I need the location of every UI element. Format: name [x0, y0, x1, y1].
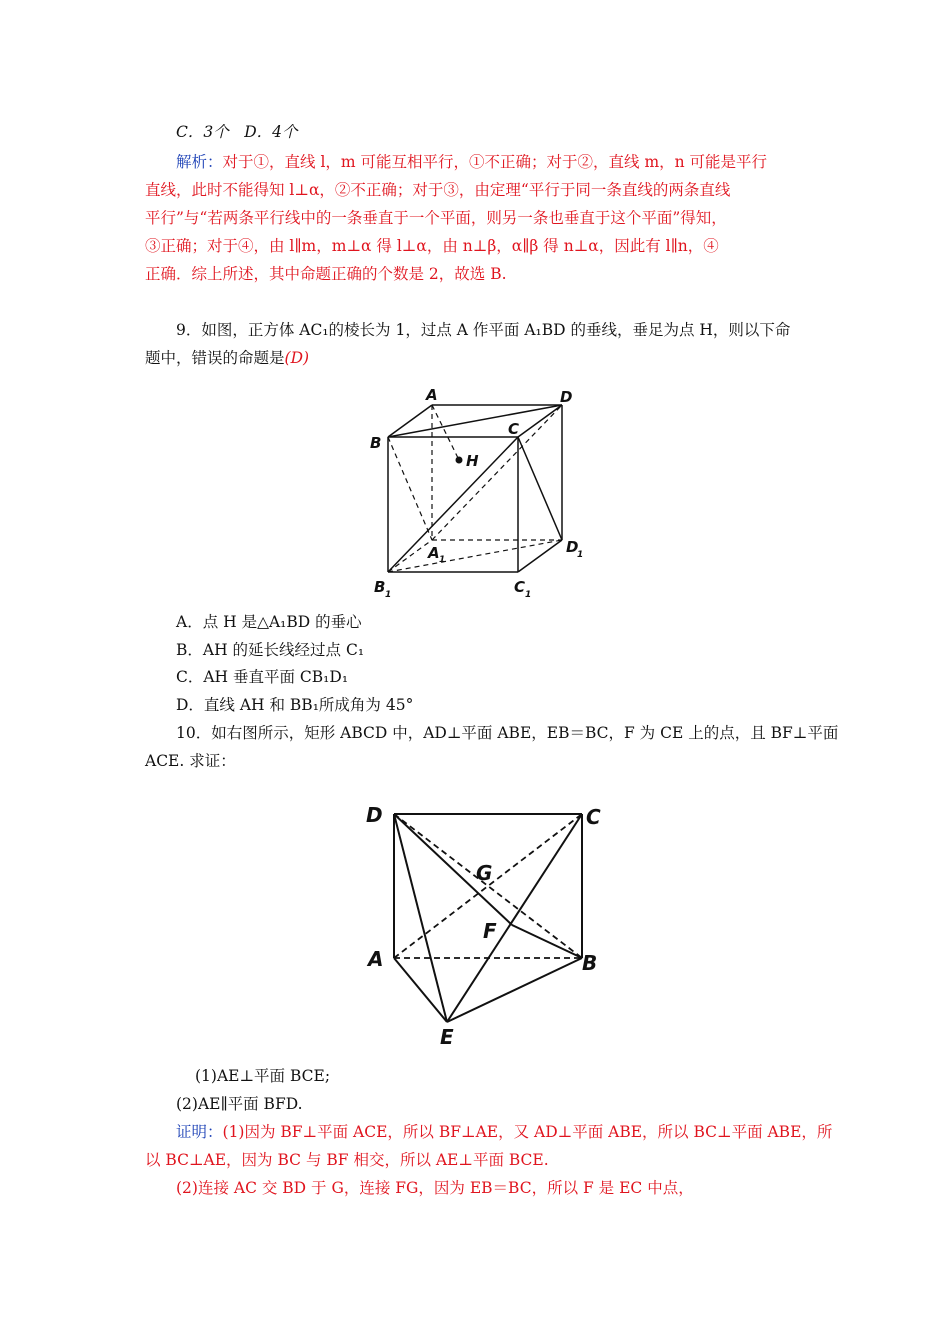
q9-option-b: B．AH 的延长线经过点 C₁ [176, 641, 365, 659]
label-b1: B [374, 578, 386, 596]
proof-label: 证明： [176, 1123, 223, 1141]
q10-stem-line-2: ACE. 求证： [145, 752, 236, 770]
label-e: E [440, 1025, 454, 1048]
q8-analysis-line-1: 解析：对于①，直线 l，m 可能互相平行，①不正确；对于②，直线 m，n 可能是平行 [176, 153, 768, 171]
q9-option-c: C．AH 垂直平面 CB₁D₁ [176, 668, 349, 686]
label-c1: C [514, 578, 526, 596]
label-d1-sub: 1 [577, 550, 584, 560]
label-c: C [508, 420, 520, 438]
q8-analysis-line-2: 直线，此时不能得知 l⊥α，②不正确；对于③，由定理“平行于同一条直线的两条直线 [145, 181, 731, 199]
q8-analysis-line-3: 平行”与“若两条平行线中的一条垂直于一个平面，则另一条也垂直于这个平面”得知， [145, 209, 727, 227]
label-c1-sub: 1 [525, 590, 532, 600]
label-a1: A [428, 544, 440, 562]
analysis-label: 解析： [176, 153, 223, 171]
label-g: G [476, 861, 493, 885]
label-b: B [370, 434, 382, 452]
label-f: F [483, 919, 497, 943]
rectangle-figure [362, 798, 614, 1052]
label-h: H [466, 452, 479, 470]
q10-proof-line-1: 证明：(1)因为 BF⊥平面 ACE，所以 BF⊥AE，又 AD⊥平面 ABE，所以 BC⊥平面 ABE，所 [176, 1123, 833, 1141]
label-a1-sub: 1 [439, 555, 446, 565]
q9-option-d: D．直线 AH 和 BB₁所成角为 45° [176, 696, 414, 714]
q9-stem-line-2: 题中，错误的命题是(D) [145, 349, 310, 367]
q9-stem-line-1: 9．如图，正方体 AC₁的棱长为 1，过点 A 作平面 A₁BD 的垂线，垂足为点 H，则以下命 [176, 321, 791, 339]
label-c: C [586, 805, 601, 829]
cube-figure [366, 382, 590, 608]
label-b1-sub: 1 [385, 590, 392, 600]
q8-options-cd: C．3个 D．4个 [176, 123, 298, 141]
q9-answer: (D) [284, 349, 310, 367]
q10-proof-line-2: 以 BC⊥AE，因为 BC 与 BF 相交，所以 AE⊥平面 BCE. [145, 1151, 549, 1169]
label-a: A [368, 947, 384, 971]
q10-part-1: (1)AE⊥平面 BCE; [195, 1067, 331, 1085]
label-d: D [560, 388, 573, 406]
q9-option-a: A．点 H 是△A₁BD 的垂心 [176, 613, 362, 631]
label-a: A [426, 386, 438, 404]
q8-analysis-line-5: 正确．综上所述，其中命题正确的个数是 2，故选 B. [145, 265, 507, 283]
q8-analysis-line-4: ③正确；对于④，由 l∥m，m⊥α 得 l⊥α，由 n⊥β，α∥β 得 n⊥α，因此有 l∥n，④ [145, 237, 719, 255]
q10-part-2: (2)AE∥平面 BFD. [176, 1095, 303, 1113]
label-d: D [366, 803, 383, 827]
q10-proof-line-3: (2)连接 AC 交 BD 于 G，连接 FG，因为 EB＝BC，所以 F 是 EC 中点， [176, 1179, 694, 1197]
label-b: B [582, 951, 598, 975]
point-h [456, 457, 463, 464]
label-d1: D [566, 538, 579, 556]
q10-stem-line-1: 10．如右图所示，矩形 ABCD 中，AD⊥平面 ABE，EB＝BC，F 为 CE 上的点，且 BF⊥平面 [176, 724, 839, 742]
